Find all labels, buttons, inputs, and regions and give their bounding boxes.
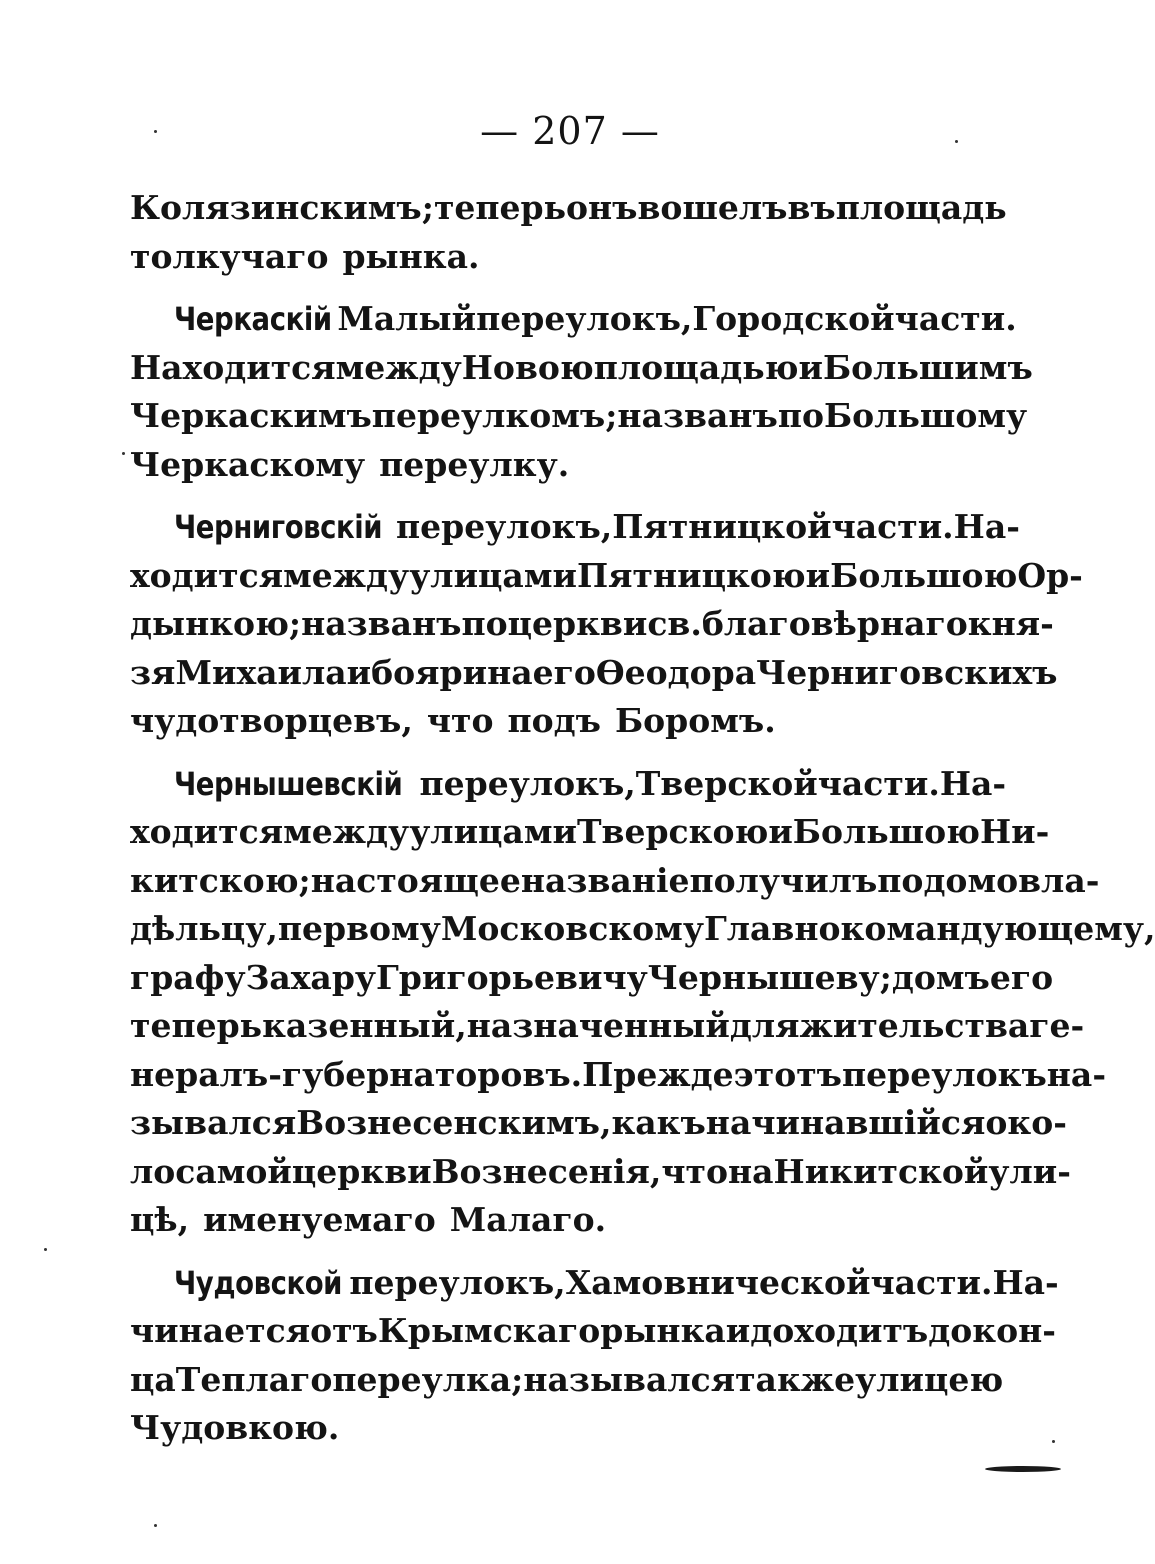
text-line: Колязинскимъ; теперь онъ вошелъ въ площадь [130, 188, 1007, 227]
text-line: теперь казенный, назначенный для жительства ге- [130, 1006, 1085, 1045]
text-line: Черкаскій Малый переулокъ, Городской части. [130, 295, 998, 344]
text-line: Черниговскій переулокъ, Пятницкой части. На- [130, 503, 998, 552]
paragraph [130, 184, 1007, 281]
paragraph [130, 295, 1033, 489]
text-line: зывался Вознесенскимъ, какъ начинавшійся око- [130, 1103, 1067, 1142]
print-speck [1052, 1440, 1055, 1443]
text-line: Находится между Новою площадью и Большимъ [130, 347, 1033, 387]
entry-heading: Черниговскій [174, 508, 383, 546]
page-number: — 207 — [480, 109, 660, 153]
print-speck [154, 1524, 157, 1527]
paragraph [130, 1259, 1059, 1453]
text-line: китскою; настоящее названіе получилъ по домовла- [130, 860, 1100, 900]
paragraph [130, 503, 1083, 746]
text-line: Черкаскимъ переулкомъ; названъ по Большому [130, 396, 1028, 435]
text-line: ло самой церкви Вознесенія, что на Никитской ули- [130, 1151, 1071, 1191]
text-line: графу Захару Григорьевичу Чернышеву; домъ его [130, 957, 1054, 997]
text-line: Чернышевскій переулокъ, Тверской части. На- [130, 760, 998, 809]
text-line: дѣльцу, первому Московскому Главнокомандующему, [130, 909, 1155, 948]
paragraph [130, 760, 1155, 1245]
footer-rule [985, 1466, 1061, 1472]
text-line: Чудовской переулокъ, Хамовнической части. На- [130, 1259, 998, 1308]
print-speck [955, 140, 958, 143]
print-speck [122, 452, 125, 455]
text-line: цѣ, именуемаго Малаго. [130, 1200, 607, 1239]
page-body [130, 184, 1155, 1467]
text-line: толкучаго рынка. [130, 236, 480, 276]
print-speck [154, 130, 157, 133]
text-line: дынкою; названъ по церкви св. благовѣрнаго кня- [130, 604, 1054, 643]
text-line: Черкаскому переулку. [130, 444, 570, 484]
print-speck [44, 1248, 47, 1251]
text-line: чудотворцевъ, что подъ Боромъ. [130, 701, 776, 740]
text-line: Чудовкою. [130, 1408, 340, 1447]
entry-heading: Черкаскій [174, 300, 332, 338]
text-line: зя Михаила и боярина его Ѳеодора Черниговскихъ [130, 652, 1058, 692]
text-line: чинается отъ Крымскаго рынка и доходитъ до кон- [130, 1311, 1056, 1350]
text-line: ца Теплаго переулка; назывался также улицею [130, 1359, 1004, 1399]
text-line: нералъ-губернаторовъ. Прежде этотъ переулокъ на- [130, 1054, 1107, 1094]
entry-heading: Чернышевскій [174, 764, 403, 803]
text-line: ходится между улицами Тверскою и Большою Ни- [130, 812, 1050, 851]
text-line: ходится между улицами Пятницкою и Большою Ор- [130, 555, 1083, 595]
entry-heading: Чудовской [174, 1263, 343, 1302]
